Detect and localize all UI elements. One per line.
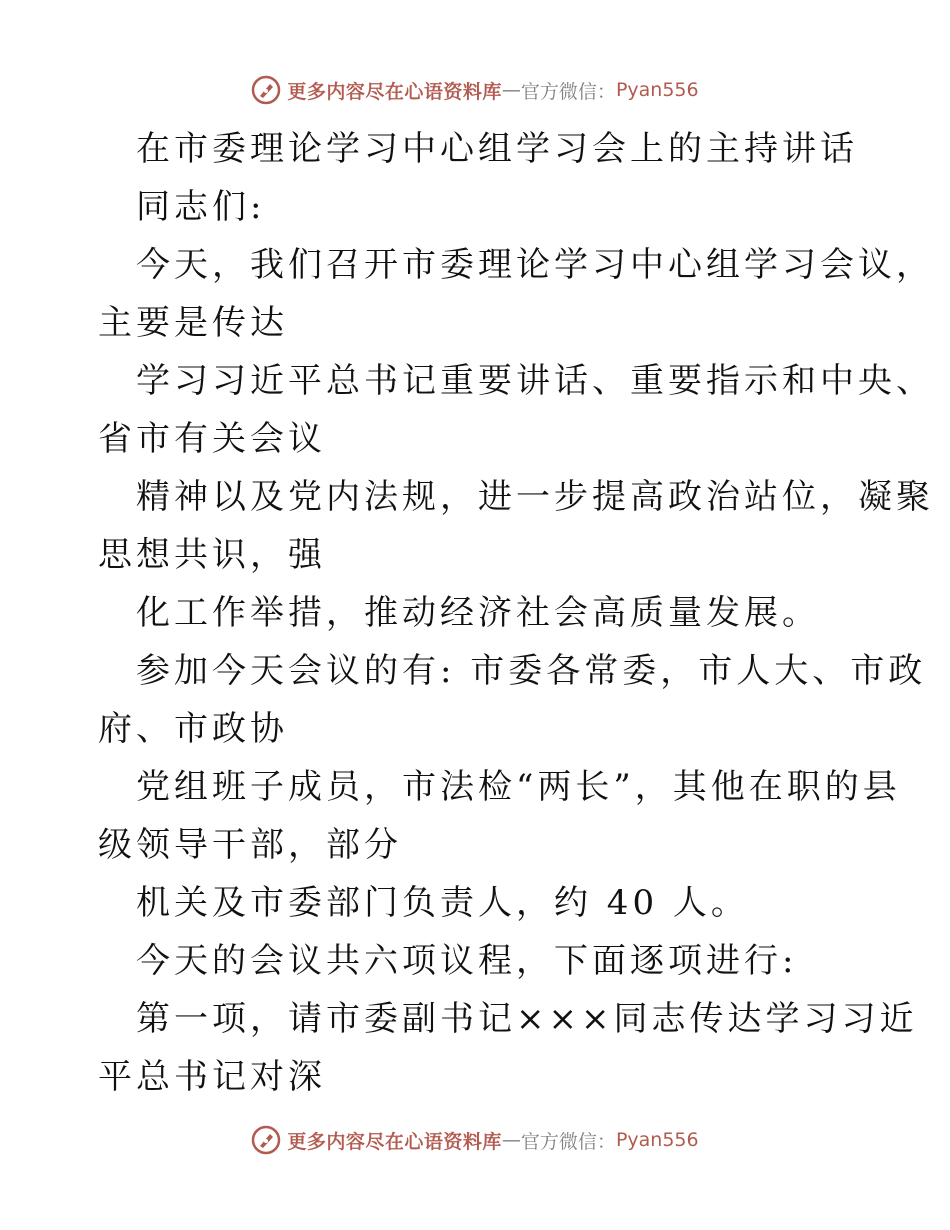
watermark-separator: — <box>501 1129 521 1151</box>
text-line: 党组班子成员，市法检“两长”，其他在职的县 <box>136 767 901 807</box>
watermark-wechat-id: Pyan556 <box>615 79 699 101</box>
text-line: 府、市政协 <box>98 709 288 749</box>
text-line: 化工作举措，推动经济社会高质量发展。 <box>136 593 820 633</box>
watermark-banner-top <box>0 70 950 110</box>
watermark-site-text: 更多内容尽在心语资料库 <box>287 1130 502 1153</box>
text-line: 学习习近平总书记重要讲话、重要指示和中央、 <box>136 361 934 401</box>
watermark-site-text: 更多内容尽在心语资料库 <box>287 80 502 103</box>
watermark-wechat-id: Pyan556 <box>615 1129 699 1151</box>
text-line: 平总书记对深 <box>98 1057 326 1097</box>
watermark-separator: — <box>501 79 521 101</box>
text-line: 精神以及党内法规，进一步提高政治站位，凝聚 <box>136 477 934 517</box>
text-line: 主要是传达 <box>98 303 288 343</box>
pen-nib-circle-icon <box>251 1125 281 1155</box>
text-line: 省市有关会议 <box>98 419 326 459</box>
text-line: 参加今天会议的有: 市委各常委，市人大、市政 <box>136 651 927 691</box>
text-line: 第一项，请市委副书记×××同志传达学习习近 <box>136 999 918 1039</box>
salutation: 同志们: <box>136 187 266 227</box>
document-title: 在市委理论学习中心组学习会上的主持讲话 <box>136 129 858 169</box>
watermark-banner-bottom <box>0 1120 950 1160</box>
text-line: 今天，我们召开市委理论学习中心组学习会议， <box>136 245 934 285</box>
text-line: 思想共识，强 <box>98 535 326 575</box>
text-line: 今天的会议共六项议程，下面逐项进行: <box>136 941 798 981</box>
text-line: 机关及市委部门负责人，约 40 人。 <box>136 883 749 923</box>
text-line: 级领导干部，部分 <box>98 825 402 865</box>
pen-nib-circle-icon <box>251 75 281 105</box>
watermark-wechat-label: 官方微信： <box>520 80 616 103</box>
document-body <box>98 120 934 1106</box>
watermark-wechat-label: 官方微信： <box>520 1130 616 1153</box>
